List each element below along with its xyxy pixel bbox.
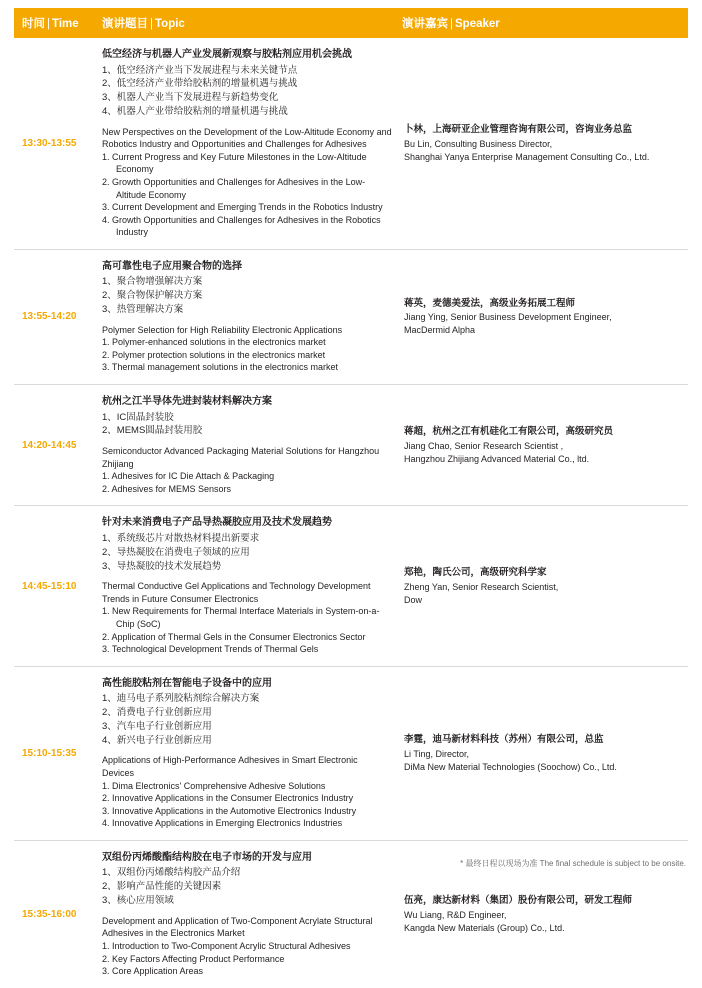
- row-speaker: [402, 884, 688, 945]
- topic-item-cn: 2、低空经济产业带给胶粘剂的增量机遇与挑战: [102, 78, 298, 90]
- topic-title-en: Thermal Conductive Gel Applications and Technology Development Trends in Future Consumer Electronics: [102, 581, 371, 604]
- table-row: [14, 38, 688, 250]
- speaker-name-en: Jiang Ying, Senior Business Development Engineer, MacDermid Alpha: [404, 312, 612, 336]
- table-header: [14, 8, 688, 38]
- header-time-en: Time: [52, 18, 79, 30]
- row-topic: [102, 38, 402, 249]
- speaker-name-cn: 郑艳，陶氏公司，高级研究科学家: [404, 566, 547, 578]
- topic-item-en: 1. Dima Electronics' Comprehensive Adhesive Solutions: [102, 780, 326, 791]
- row-topic: [102, 250, 402, 384]
- row-time: 13:30-13:55: [22, 137, 77, 149]
- topic-item-en: 2. Polymer protection solutions in the electronics market: [102, 349, 326, 360]
- speaker-name-en: Li Ting, Director, DiMa New Material Technologies (Soochow) Co., Ltd.: [404, 748, 617, 772]
- header-time-separator: |: [47, 18, 50, 30]
- topic-item-cn: 4、机器人产业带给胶粘剂的增量机遇与挑战: [102, 105, 288, 117]
- header-topic-cn: 演讲题目: [102, 18, 148, 30]
- topic-item-cn: 2、导热凝胶在消费电子领域的应用: [102, 546, 250, 558]
- header-speaker-en: Speaker: [455, 18, 500, 30]
- topic-item-en: 1. Introduction to Two-Component Acrylic Structural Adhesives: [102, 940, 351, 951]
- row-speaker: [402, 415, 688, 476]
- topic-item-cn: 3、核心应用领域: [102, 895, 174, 906]
- speaker-name-en: Zheng Yan, Senior Research Scientist, Dow: [404, 581, 559, 605]
- table-row: [14, 667, 688, 841]
- header-topic: [102, 15, 402, 31]
- topic-title-cn: 针对未来消费电子产品导热凝胶应用及技术发展趋势: [102, 517, 332, 529]
- row-time: 14:45-15:10: [22, 580, 77, 592]
- topic-title-cn: 双组份丙烯酸酯结构胶在电子市场的开发与应用: [102, 851, 312, 863]
- table-row: [14, 506, 688, 666]
- topic-title-cn: 高可靠性电子应用聚合物的选择: [102, 260, 242, 272]
- row-time: 15:35-16:00: [22, 908, 77, 920]
- table-row: [14, 385, 688, 506]
- topic-title-en: New Perspectives on the Development of the Low-Altitude Economy and Robotics Industry and Opportunities and Challenges for Adhesives: [102, 126, 392, 150]
- topic-item-en: 1. New Requirements for Thermal Interface Materials in System-on-a-Chip (SoC): [102, 606, 380, 630]
- topic-item-cn: 1、系统级芯片对散热材料提出新要求: [102, 532, 260, 544]
- topic-item-en: 3. Current Development and Emerging Trends in the Robotics Industry: [102, 202, 383, 213]
- row-time: 14:20-14:45: [22, 439, 77, 451]
- topic-list-en: [102, 940, 392, 978]
- topic-item-en: 4. Innovative Applications in Emerging Electronics Industries: [102, 818, 343, 829]
- topic-item-cn: 1、双组份丙烯酸结构胶产品介绍: [102, 867, 241, 879]
- topic-list-en: [102, 780, 392, 830]
- topic-item-cn: 2、消费电子行业创新应用: [102, 707, 212, 719]
- header-topic-separator: |: [150, 18, 153, 30]
- topic-item-cn: 2、影响产品性能的关键因素: [102, 881, 222, 893]
- topic-item-cn: 2、MEMS圆晶封装用胶: [102, 425, 203, 437]
- topic-title-cn: 低空经济与机器人产业发展新观察与胶粘剂应用机会挑战: [102, 49, 352, 60]
- row-time: 15:10-15:35: [22, 747, 77, 759]
- topic-item-cn: 1、低空经济产业当下发展进程与未来关键节点: [102, 64, 298, 76]
- topic-item-en: 3. Thermal management solutions in the electronics market: [102, 362, 338, 373]
- topic-title-cn: 杭州之江半导体先进封装材料解决方案: [102, 396, 272, 408]
- topic-item-en: 2. Key Factors Affecting Product Performance: [102, 953, 285, 964]
- speaker-name-en: Jiang Chao, Senior Research Scientist , Hangzhou Zhijiang Advanced Material Co., ltd.: [404, 440, 590, 464]
- row-speaker: [402, 723, 688, 784]
- row-speaker: [402, 556, 688, 617]
- topic-list-en: [102, 151, 392, 239]
- topic-item-cn: 3、导热凝胶的技术发展趋势: [102, 560, 222, 572]
- topic-item-cn: 1、IC固晶封装胶: [102, 411, 174, 423]
- topic-item-en: 3. Technological Development Trends of Thermal Gels: [102, 644, 319, 655]
- topic-item-en: 3. Innovative Applications in the Automotive Electronics Industry: [102, 805, 357, 816]
- topic-item-cn: 3、汽车电子行业创新应用: [102, 720, 212, 732]
- header-time: [14, 15, 102, 31]
- row-time: 13:55-14:20: [22, 311, 77, 323]
- topic-item-cn: 3、机器人产业当下发展进程与新趋势变化: [102, 92, 279, 104]
- footnote: * 最终日程以现场为准 The final schedule is subject to be onsite.: [460, 859, 686, 868]
- topic-title-en: Development and Application of Two-Component Acrylate Structural Adhesives in the Electronics Market: [102, 915, 373, 939]
- speaker-name-en: Bu Lin, Consulting Business Director, Shanghai Yanya Enterprise Management Consulting Co., Ltd.: [404, 138, 650, 162]
- topic-item-en: 2. Application of Thermal Gels in the Consumer Electronics Sector: [102, 631, 366, 642]
- row-speaker: [402, 287, 688, 348]
- topic-title-cn: 高性能胶粘剂在智能电子设备中的应用: [102, 677, 272, 689]
- topic-list-en: [102, 336, 392, 374]
- topic-title-en: Polymer Selection for High Reliability Electronic Applications: [102, 324, 343, 335]
- topic-list-en: [102, 470, 392, 495]
- speaker-name-en: Wu Liang, R&D Engineer, Kangda New Materials (Group) Co., Ltd.: [404, 909, 565, 933]
- topic-item-cn: 4、新兴电子行业创新应用: [102, 734, 212, 746]
- topic-list-en: [102, 605, 392, 655]
- agenda-sheet: [0, 8, 702, 977]
- speaker-name-cn: 蒋超，杭州之江有机硅化工有限公司，高级研究员: [404, 425, 614, 437]
- topic-item-en: 4. Growth Opportunities and Challenges for Adhesives in the Robotics Industry: [102, 214, 381, 238]
- speaker-name-cn: 蒋英，麦德美爱法，高级业务拓展工程师: [404, 297, 576, 309]
- header-speaker-separator: |: [450, 18, 453, 30]
- topic-title-en: Applications of High-Performance Adhesives in Smart Electronic Devices: [102, 755, 358, 778]
- row-speaker: [402, 113, 688, 174]
- topic-item-en: 1. Polymer-enhanced solutions in the electronics market: [102, 337, 326, 348]
- agenda-rows: [14, 38, 688, 988]
- row-topic: [102, 385, 402, 505]
- header-time-cn: 时间: [22, 18, 45, 30]
- topic-item-en: 2. Innovative Applications in the Consumer Electronics Industry: [102, 793, 354, 804]
- topic-title-en: Semiconductor Advanced Packaging Material Solutions for Hangzhou Zhijiang: [102, 446, 380, 469]
- topic-item-en: 2. Growth Opportunities and Challenges for Adhesives in the Low-Altitude Economy: [102, 176, 366, 200]
- topic-item-en: 3. Core Application Areas: [102, 966, 204, 977]
- speaker-name-cn: 李霆，迪马新材料科技（苏州）有限公司，总监: [404, 733, 604, 745]
- header-topic-en: Topic: [155, 18, 185, 30]
- table-row: [14, 250, 688, 385]
- header-speaker-cn: 演讲嘉宾: [402, 18, 448, 30]
- topic-item-en: 1. Adhesives for IC Die Attach & Packaging: [102, 471, 275, 482]
- topic-item-cn: 1、聚合物增强解决方案: [102, 276, 203, 288]
- speaker-name-cn: 伍亮，康达新材料（集团）股份有限公司，研发工程师: [404, 894, 633, 906]
- row-topic: [102, 667, 402, 840]
- topic-item-en: 1. Current Progress and Key Future Milestones in the Low-Altitude Economy: [102, 151, 367, 175]
- topic-item-cn: 2、聚合物保护解决方案: [102, 290, 203, 302]
- row-topic: [102, 841, 402, 988]
- topic-item-cn: 3、热管理解决方案: [102, 303, 184, 315]
- row-topic: [102, 506, 402, 665]
- header-speaker: [402, 15, 688, 31]
- speaker-name-cn: 卜林，上海研亚企业管理咨询有限公司，咨询业务总监: [404, 124, 633, 136]
- topic-item-en: 2. Adhesives for MEMS Sensors: [102, 483, 232, 494]
- topic-item-cn: 1、迪马电子系列胶粘剂综合解决方案: [102, 693, 260, 705]
